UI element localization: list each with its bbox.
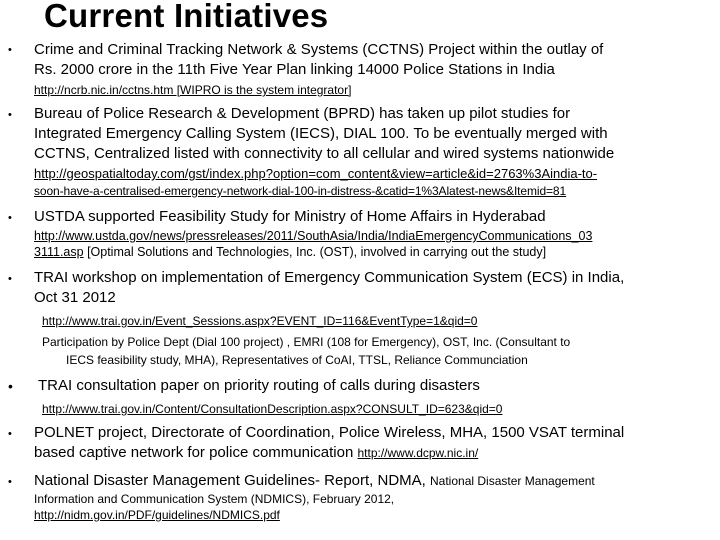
- text-line: POLNET project, Directorate of Coordination, Police Wireless, MHA, 1500 VSAT terminal: [34, 424, 625, 441]
- text-line: TRAI workshop on implementation of Emergency Communication System (ECS) in India,: [34, 269, 625, 286]
- bullet-marker: •: [8, 212, 12, 224]
- item-trai-workshop-note-2: [66, 352, 528, 368]
- ndmics-pdf-link[interactable]: http://nidm.gov.in/PDF/guidelines/NDMICS.pdf: [34, 508, 280, 522]
- item-trai-consultation-link-block: [42, 401, 502, 417]
- text-line: based captive network for police communication http://www.dcpw.nic.in/: [34, 444, 479, 461]
- text-line: Integrated Emergency Calling System (IECS), DIAL 100. To be eventually merged with: [34, 125, 608, 142]
- text-line: Rs. 2000 crore in the 11th Five Year Plan linking 14000 Police Stations in India: [34, 61, 555, 78]
- item-trai-workshop-text: [34, 268, 624, 308]
- trai-consultation-link[interactable]: http://www.trai.gov.in/Content/ConsultationDescription.aspx?CONSULT_ID=623&qid=0: [42, 402, 503, 416]
- text-line: Information and Communication System (NDMICS), February 2012,: [34, 492, 395, 506]
- item-cctns-link-block: [34, 82, 351, 98]
- note-line: Participation by Police Dept (Dial 100 project) , EMRI (108 for Emergency), OST, Inc. (Consultant to: [42, 335, 571, 349]
- slide-title: Current Initiatives: [44, 0, 329, 34]
- item-ndma-text: [34, 471, 595, 491]
- ustda-link[interactable]: http://www.ustda.gov/news/pressreleases/2011/SouthAsia/India/IndiaEmergencyCommunications_03: [34, 229, 593, 243]
- text-line: Crime and Criminal Tracking Network & Systems (CCTNS) Project within the outlay of: [34, 41, 604, 58]
- dcpw-link[interactable]: http://www.dcpw.nic.in/: [357, 446, 479, 460]
- bullet-marker: •: [8, 428, 12, 440]
- item-ndma-small-block: [34, 491, 394, 523]
- item-trai-workshop-link-block: [42, 313, 477, 329]
- trai-event-link[interactable]: http://www.trai.gov.in/Event_Sessions.aspx?EVENT_ID=116&EventType=1&qid=0: [42, 314, 478, 328]
- text-line: USTDA supported Feasibility Study for Ministry of Home Affairs in Hyderabad: [34, 208, 546, 225]
- item-polnet-text: [34, 423, 624, 463]
- item-ustda-link-block: [34, 228, 592, 260]
- note-line: IECS feasibility study, MHA), Representatives of CoAI, TTSL, Reliance Communciation: [66, 353, 528, 367]
- ustda-link-continued[interactable]: 3111.asp: [34, 245, 84, 259]
- ustda-note: [Optimal Solutions and Technologies, Inc. (OST), involved in carrying out the study]: [83, 245, 547, 259]
- item-cctns-text: [34, 40, 603, 80]
- item-bprd-link-block-2: [34, 183, 566, 199]
- text-small: National Disaster Management: [430, 474, 595, 488]
- item-trai-workshop-note-1: [42, 334, 570, 350]
- item-ustda-text: [34, 207, 546, 227]
- bullet-marker: •: [8, 273, 12, 285]
- geospatial-link-line[interactable]: soon-have-a-centralised-emergency-network-dial-100-in-distress-&catid=1%3Alatest-news&Itemid=81: [34, 184, 567, 198]
- text-line: CCTNS, Centralized listed with connectivity to all cellular and wired systems nationwide: [34, 145, 615, 162]
- text-line: TRAI consultation paper on priority routing of calls during disasters: [38, 377, 480, 394]
- cctns-link[interactable]: http://ncrb.nic.in/cctns.htm [WIPRO is the system integrator]: [34, 83, 352, 97]
- item-bprd-text: [34, 104, 614, 164]
- bullet-marker: •: [8, 476, 12, 488]
- item-trai-consultation-text: [38, 376, 480, 396]
- text-line: Oct 31 2012: [34, 289, 116, 306]
- bullet-marker: •: [8, 44, 12, 56]
- item-bprd-link-block: [34, 166, 597, 182]
- bullet-marker: •: [8, 378, 13, 394]
- text-line: National Disaster Management Guidelines- Report, NDMA, National Disaster Management: [34, 472, 595, 489]
- geospatial-link-line[interactable]: http://geospatialtoday.com/gst/index.php?option=com_content&view=article&id=2763%3Aindia-to-: [34, 166, 598, 181]
- text-line: Bureau of Police Research & Development (BPRD) has taken up pilot studies for: [34, 105, 571, 122]
- bullet-marker: •: [8, 109, 12, 121]
